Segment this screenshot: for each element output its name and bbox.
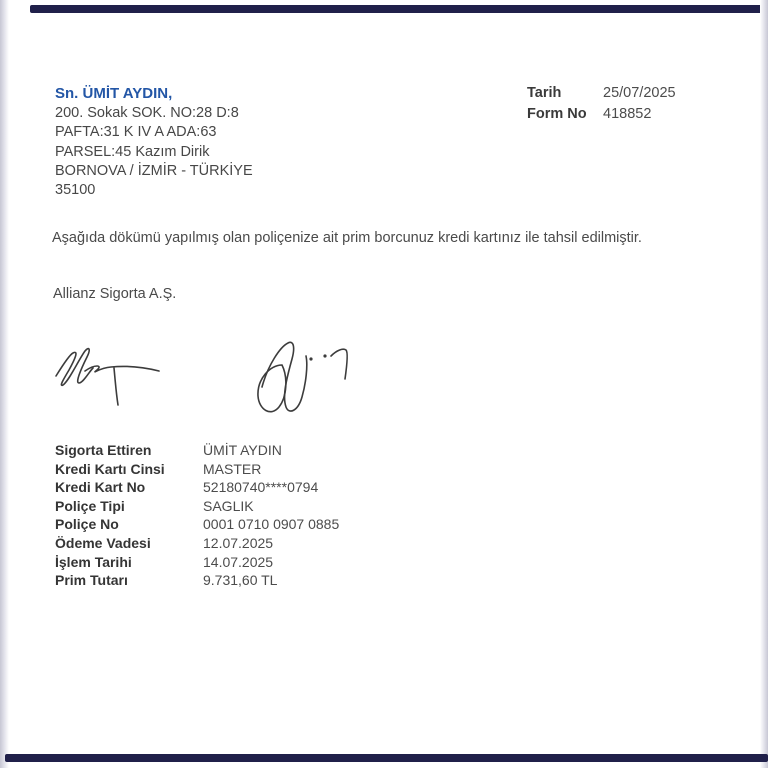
address-line: 200. Sokak SOK. NO:28 D:8 xyxy=(55,105,239,122)
detail-label: Poliçe No xyxy=(55,516,119,533)
detail-value: 52180740****0794 xyxy=(203,479,319,496)
detail-value: SAGLIK xyxy=(203,497,254,514)
document-meta-block xyxy=(527,84,676,124)
date-value: 25/07/2025 xyxy=(603,85,676,101)
address-line: PARSEL:45 Kazım Dirik xyxy=(55,143,210,160)
detail-value: ÜMİT AYDIN xyxy=(203,442,282,458)
detail-value: 14.07.2025 xyxy=(203,553,274,570)
page-right-edge-shadow xyxy=(760,0,768,768)
detail-value: 12.07.2025 xyxy=(203,534,274,551)
signature-right xyxy=(248,335,352,421)
date-label: Tarih xyxy=(527,85,562,101)
detail-label: Kredi Kartı Cinsi xyxy=(55,460,165,477)
detail-value: 9.731,60 TL xyxy=(203,572,278,589)
page-left-edge-shadow xyxy=(0,0,9,768)
form-no-label: Form No xyxy=(527,106,587,122)
detail-label: Prim Tutarı xyxy=(55,572,128,589)
detail-value: MASTER xyxy=(203,460,262,477)
page-bottom-edge-bar xyxy=(5,754,768,762)
address-line: PAFTA:31 K IV A ADA:63 xyxy=(55,124,217,141)
company-name: Allianz Sigorta A.Ş. xyxy=(53,286,177,302)
detail-label: Sigorta Ettiren xyxy=(55,442,152,458)
signature-left xyxy=(54,344,162,408)
form-no-value: 418852 xyxy=(603,106,652,122)
policy-details-table xyxy=(55,441,339,590)
letter-body-text: Aşağıda dökümü yapılmış olan poliçenize ait prim borcunuz kredi kartınız ile tahsil edilmiştir. xyxy=(52,230,642,246)
recipient-name: Sn. ÜMİT AYDIN, xyxy=(55,85,173,102)
address-line: BORNOVA / İZMİR - TÜRKİYE xyxy=(55,162,253,179)
detail-label: İşlem Tarihi xyxy=(55,553,132,570)
detail-value: 0001 0710 0907 0885 xyxy=(203,516,340,533)
page-top-edge-bar xyxy=(30,5,768,13)
detail-label: Kredi Kart No xyxy=(55,479,146,496)
address-line: 35100 xyxy=(55,182,96,199)
recipient-address-block xyxy=(55,84,253,200)
detail-label: Poliçe Tipi xyxy=(55,497,125,514)
detail-label: Ödeme Vadesi xyxy=(55,534,151,551)
